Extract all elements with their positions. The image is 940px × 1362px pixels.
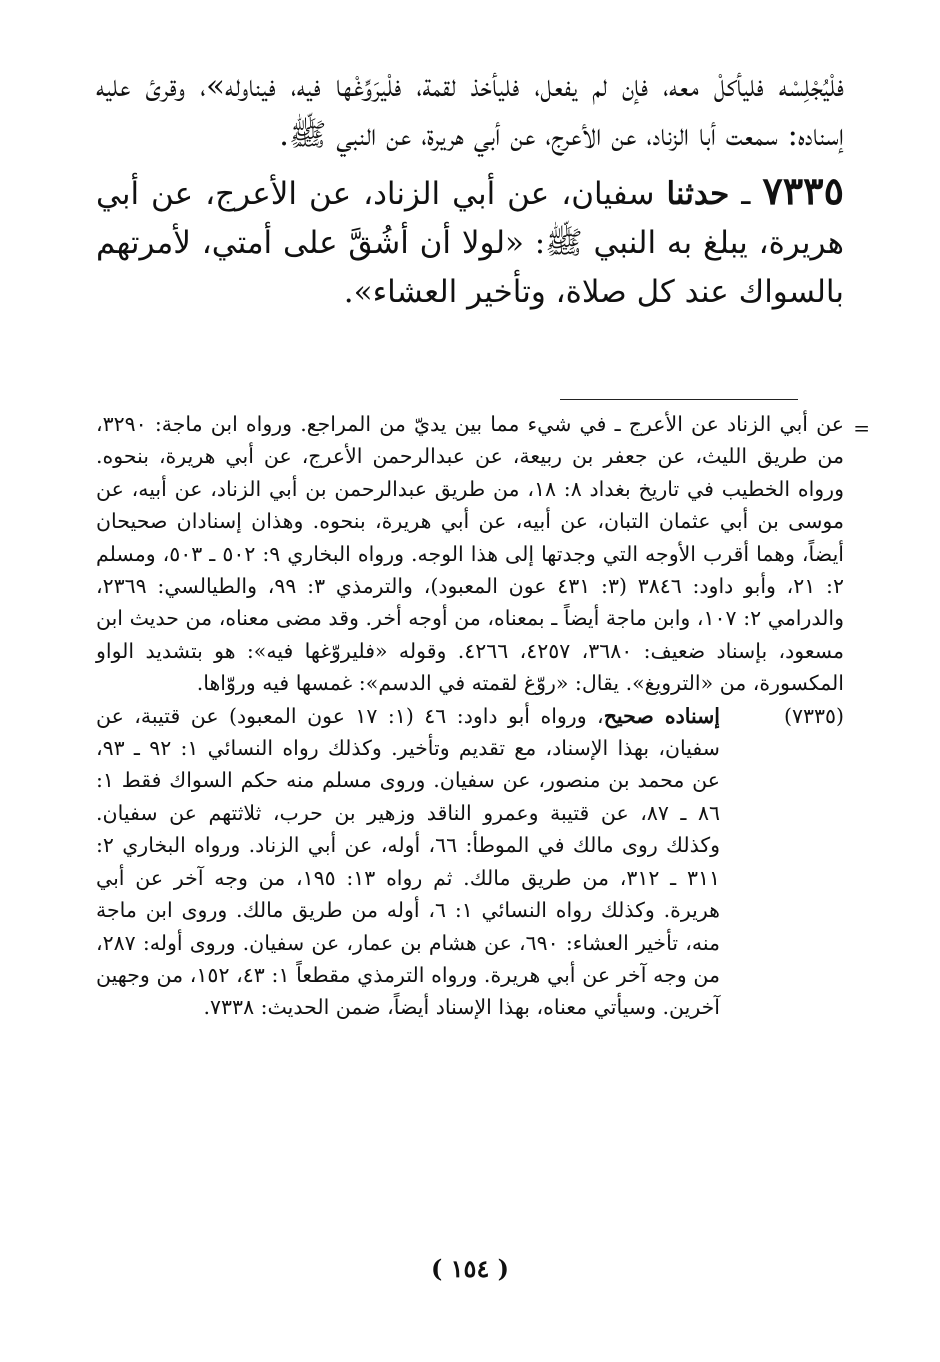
hadith-dash: ـ xyxy=(729,176,763,212)
main-text xyxy=(96,62,844,317)
footnote-7335 xyxy=(96,700,844,1024)
hadith-keyword: حدثنا xyxy=(666,176,730,212)
footnotes xyxy=(96,408,870,1024)
hadith-paragraph xyxy=(96,166,844,317)
footnote-2-text: ، ورواه أبو داود: ٤٦ (١: ١٧ عون المعبود) عن قتيبة، عن سفيان، بهذا الإسناد، مع تقديم وتأخير. وكذلك رواه النسائي ١: ٩٢ ـ ٩٣، عن محمد بن منصور، عن سفيان. وروى مسلم منه حكم السواك فقط ١: ٨٦ ـ ٨٧، عن قتيبة وعمرو الناقد وزهير بن حرب، ثلاثتهم عن سفيان. وكذلك روى مالك في الموطأ: ٦٦، أوله، عن أبي الزناد. ورواه البخاري ٢: ٣١١ ـ ٣١٢، من طريق مالك. ثم رواه ١٣: ١٩٥، من وجه آخر عن أبي هريرة. وكذلك رواه النسائي ١: ٦، أوله من طريق مالك. وروى ابن ماجة منه، تأخير العشاء: ٦٩٠، عن هشام بن عمار، عن سفيان. وروى أوله: ٢٨٧، من وجه آخر عن أبي هريرة. ورواه الترمذي مقطعاً ١: ٤٣، ١٥٢، من وجهين آخرين. وسيأتي معناه، بهذا الإسناد أيضاً، ضمن الحديث: ٧٣٣٨. xyxy=(96,703,721,1020)
hadith-number: ٧٣٣٥ xyxy=(762,168,844,213)
footnote-separator xyxy=(560,399,798,400)
footnote-number: (٧٣٣٥) xyxy=(783,703,845,728)
footnote-continuation xyxy=(96,408,870,700)
page-number: ( ١٥٤ ) xyxy=(430,1254,510,1283)
hadith-body: سفيان، عن أبي الزناد، عن الأعرج، عن أبي هريرة، يبلغ به النبي ﷺ: «لولا أن أشُقَّ على أمتي، لأمرتهم بالسواك عند كل صلاة، وتأخير العشاء». xyxy=(96,176,844,310)
footnote-keyword: إسناده صحيح xyxy=(603,703,721,728)
continuation-mark: = xyxy=(853,416,870,440)
footnote-1-text: عن أبي الزناد عن الأعرج ـ في شيء مما بين يديّ من المراجع. ورواه ابن ماجة: ٣٢٩٠، من طريق الليث، عن جعفر بن ربيعة، عن عبدالرحمن الأعرج، عن أبي هريرة، بنحوه. ورواه الخطيب في تاريخ بغداد ٨: ١٨، من طريق عبدالرحمن بن أبي الزناد، عن أبيه، عن موسى بن أبي عثمان التبان، عن أبيه، عن أبي هريرة، بنحوه. وهذان إسنادان صحيحان أيضاً، وهما أقرب الأوجه التي وجدتها إلى هذا الوجه. ورواه البخاري ٩: ٥٠٢ ـ ٥٠٣، ومسلم ٢: ٢١، وأبو داود: ٣٨٤٦ (٣: ٤٣١ عون المعبود)، والترمذي ٣: ٩٩، والطيالسي: ٢٣٦٩، والدرامي ٢: ١٠٧، وابن ماجة أيضاً ـ بمعناه، من أوجه أخر. وقد مضى معناه، من حديث ابن مسعود، بإسناد ضعيف: ٣٦٨٠، ٤٢٥٧، ٤٢٦٦. وقوله «فليروّغها فيه»: هو بتشديد الواو المكسورة، من «الترويغ». يقال: «روّغ لقمته في الدسم»: غمسها فيه وروّاها. xyxy=(96,412,845,696)
main-paragraph: فلْيُجْلِسْه فليأكلْ معه، فإن لم يفعل، فليأخذ لقمة، فلْيرَوِّغْها فيه، فيناوله»، وقرئ عليه إسناده: سمعت أبا الزناد، عن الأعرج، عن أبي هريرة، عن النبي ﷺ. xyxy=(96,68,844,153)
